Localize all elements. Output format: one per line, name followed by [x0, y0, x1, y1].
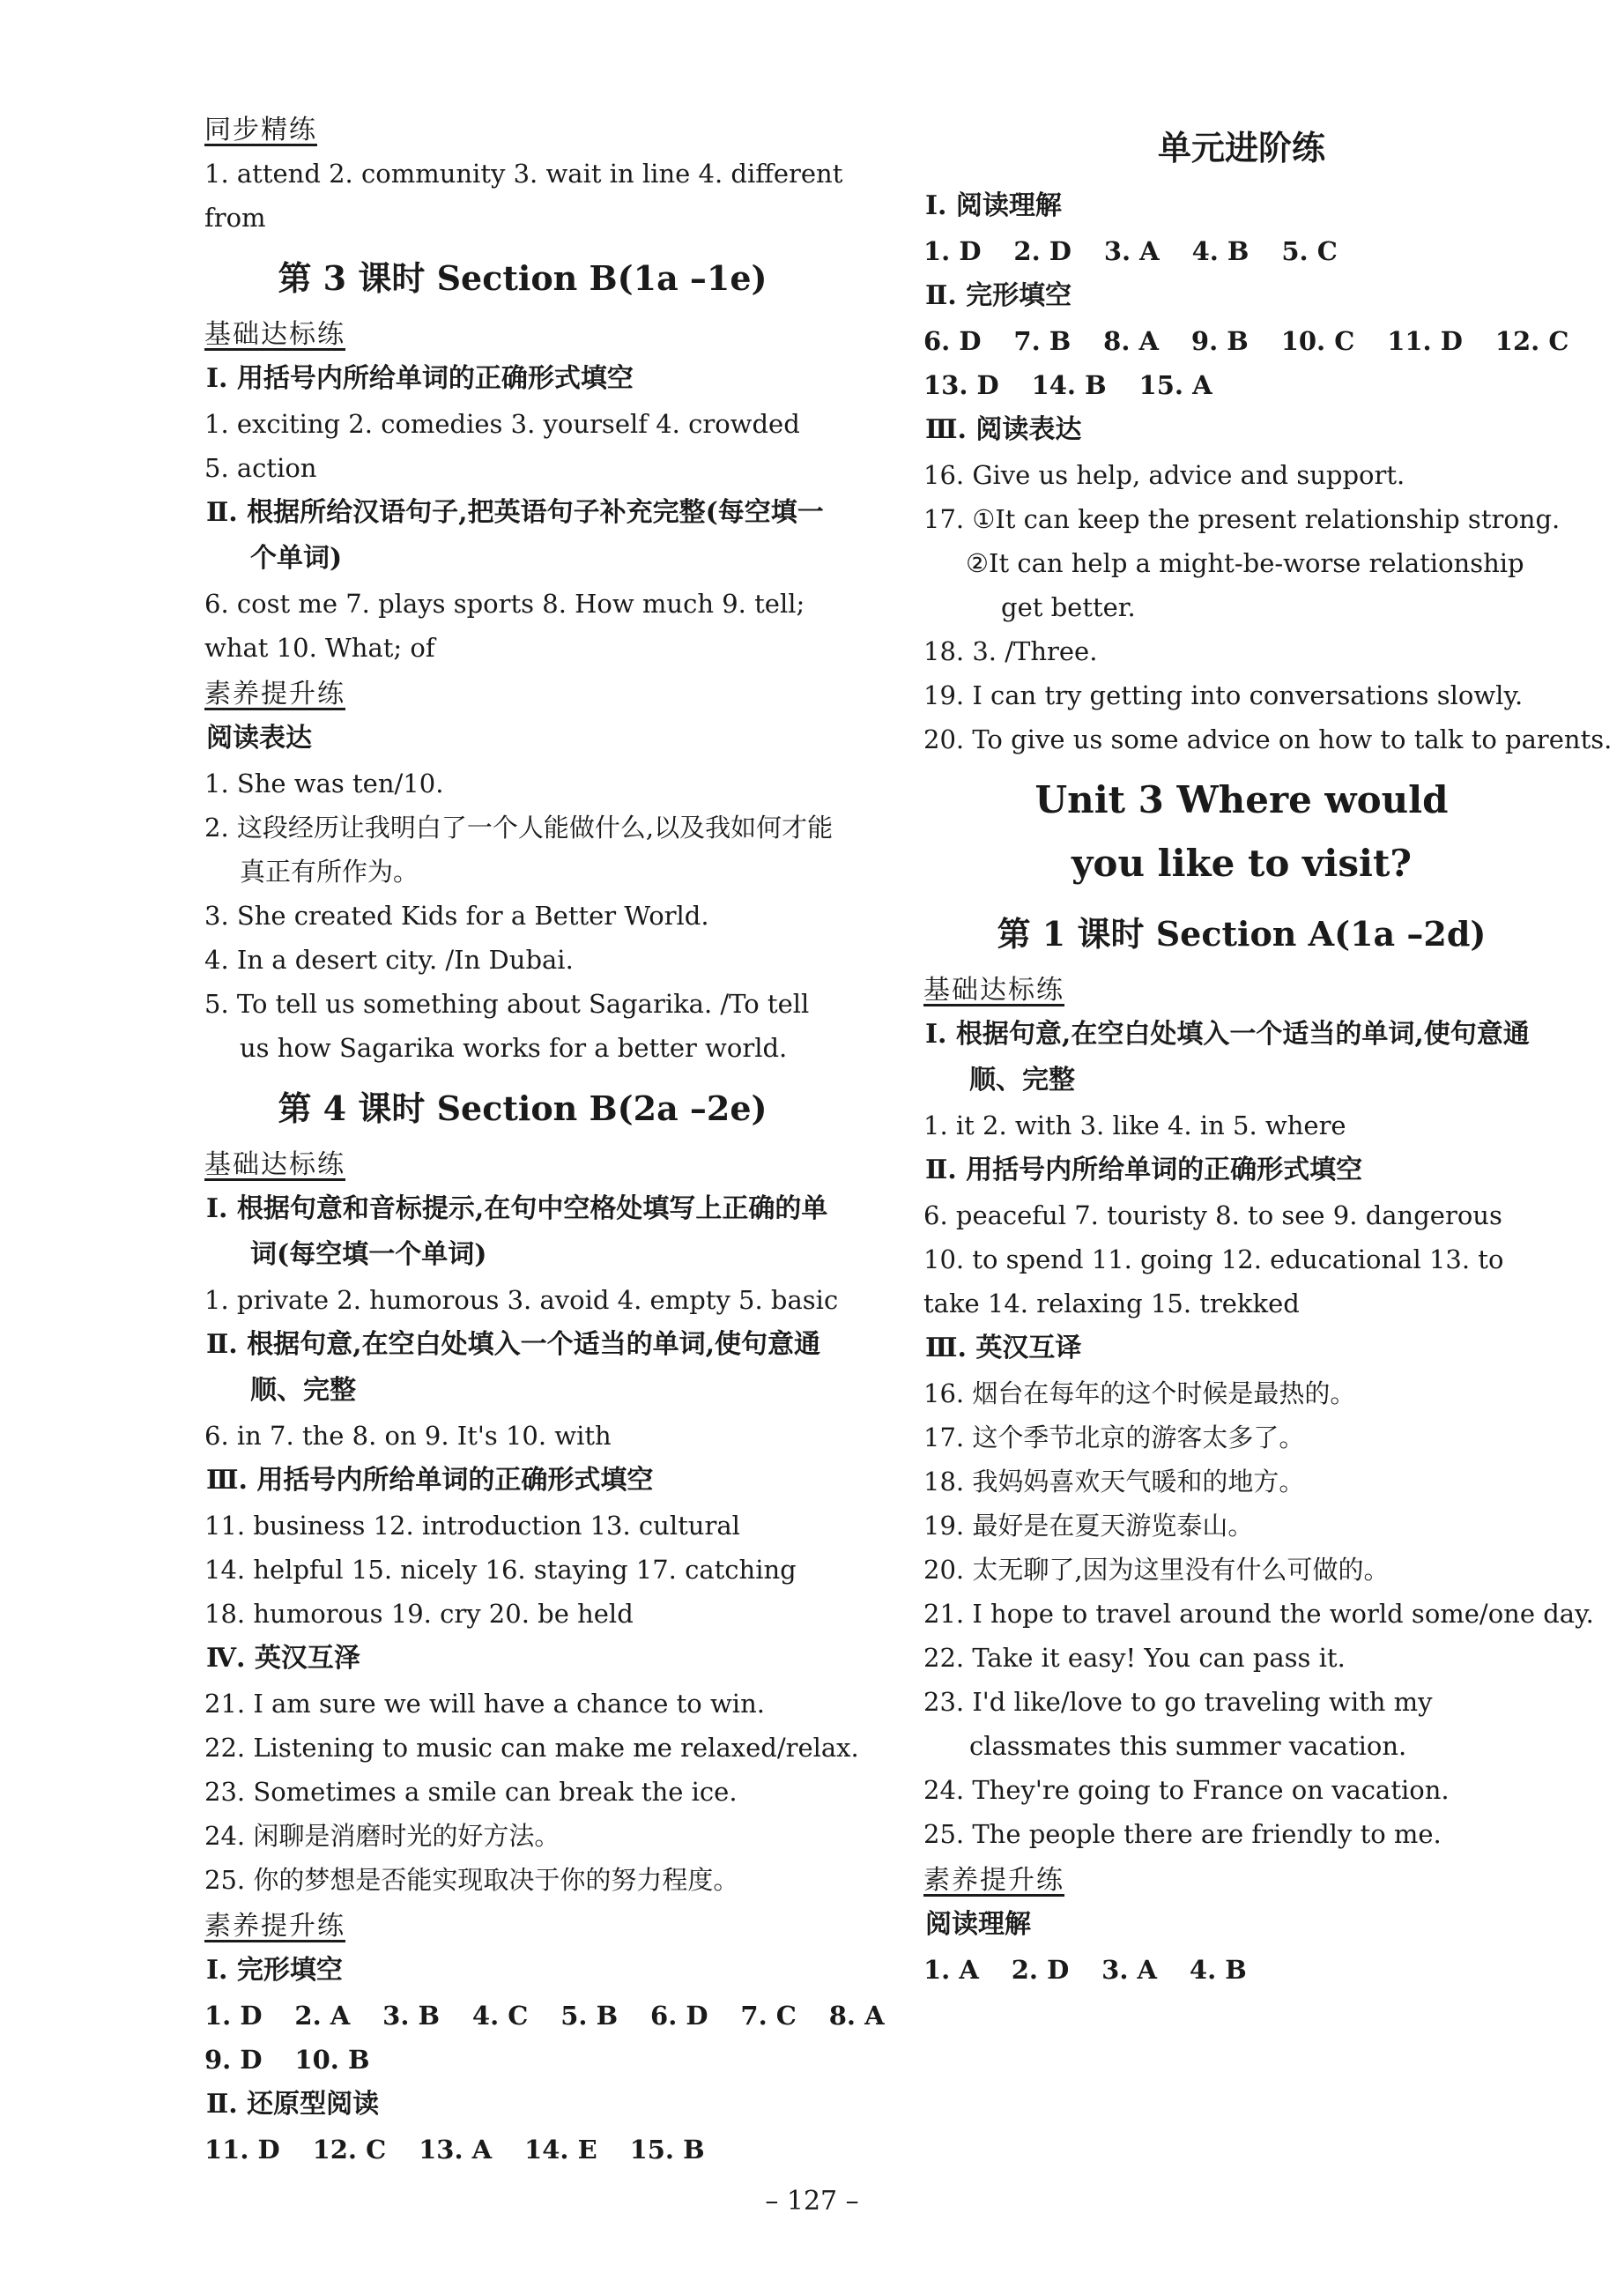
lesson4-translation-21: 21. I am sure we will have a chance to win.	[204, 1689, 765, 1719]
review-answer-17a: 17. ①It can keep the present relationship strong.	[923, 504, 1561, 534]
review-part1-answers	[923, 229, 1560, 273]
unit3-translation-22: 22. Take it easy! You can pass it.	[923, 1643, 1346, 1673]
left-column	[204, 106, 885, 2172]
review-answer-20: 20. To give us some advice on how to talk to parents.	[923, 724, 1613, 754]
lesson3-jichu-label: 基础达标练	[204, 319, 345, 350]
answer: 4. B	[1189, 1955, 1247, 1985]
lesson4-part4-title: Ⅳ. 英汉互泽	[206, 1643, 360, 1674]
answer: 14. B	[1031, 370, 1107, 400]
review-answer-17b: ②It can help a might-be-worse relationship get better.	[966, 548, 1524, 622]
unit3-part2-answers3: take 14. relaxing 15. trekked	[923, 1289, 1300, 1318]
answer: 12. C	[1494, 326, 1569, 356]
unit3-part2-title: Ⅱ. 用括号内所给单词的正确形式填空	[925, 1155, 1363, 1185]
lesson4-suyang-label: 素养提升练	[204, 1911, 345, 1942]
lesson4-restore-answers	[204, 2128, 841, 2172]
lesson3-reading-4: 4. In a desert city. /In Dubai.	[204, 945, 574, 975]
answer: 15. A	[1138, 370, 1212, 400]
answer: 12. C	[312, 2135, 387, 2165]
unit3-suyang-label: 素养提升练	[923, 1865, 1064, 1896]
answer: 3. B	[382, 2001, 441, 2031]
lesson3-part2-answers1: 6. cost me 7. plays sports 8. How much 9. tell;	[204, 589, 805, 619]
unit3-translation-16: 16. 烟台在每年的这个时候是最热的。	[923, 1378, 1356, 1408]
unit3-translation-20: 20. 太无聊了,因为这里没有什么可做的。	[923, 1555, 1390, 1585]
unit3-part2-answers1: 6. peaceful 7. touristy 8. to see 9. dangerous	[923, 1200, 1502, 1230]
lesson4-translation-23: 23. Sometimes a smile can break the ice.	[204, 1777, 738, 1807]
review-part1-title: Ⅰ. 阅读理解	[925, 190, 1062, 221]
answer: 5. C	[1281, 236, 1338, 266]
unit3-part2-answers2: 10. to spend 11. going 12. educational 13. to	[923, 1244, 1504, 1274]
tongbu-label: 同步精练	[204, 115, 317, 145]
answer: 7. C	[740, 2001, 797, 2031]
answer: 3. A	[1101, 1955, 1158, 1985]
review-answer-16: 16. Give us help, advice and support.	[923, 460, 1405, 490]
answer: 9. D	[204, 2045, 263, 2075]
right-column	[923, 122, 1613, 1992]
lesson4-heading: 第 4 课时 Section B(2a –2e)	[278, 1088, 768, 1128]
answer: 1. A	[923, 1955, 979, 1985]
review-answer-18: 18. 3. /Three.	[923, 636, 1098, 666]
answer: 7. B	[1013, 326, 1072, 356]
answer: 2. D	[1011, 1955, 1070, 1985]
lesson3-yuedu-title: 阅读表达	[206, 723, 312, 754]
lesson4-part2-answers: 6. in 7. the 8. on 9. It's 10. with	[204, 1421, 612, 1451]
answer: 8. A	[1103, 326, 1160, 356]
answer: 1. D	[204, 2001, 263, 2031]
answer: 11. D	[204, 2135, 280, 2165]
unit3-yuedu-answers	[923, 1948, 1560, 1992]
tongbu-answers-line1: 1. attend 2. community 3. wait in line 4. different	[204, 159, 843, 189]
answer: 6. D	[923, 326, 982, 356]
answer: 11. D	[1387, 326, 1463, 356]
answer: 14. E	[524, 2135, 597, 2165]
lesson4-part3-answers2: 14. helpful 15. nicely 16. staying 17. catching	[204, 1555, 797, 1585]
lesson3-part2-title: Ⅱ. 根据所给汉语句子,把英语句子补充完整(每空填一个单词)	[206, 497, 824, 574]
answer: 2. D	[1013, 236, 1072, 266]
review-answer-19: 19. I can try getting into conversations slowly.	[923, 680, 1524, 710]
answer: 6. D	[650, 2001, 708, 2031]
lesson4-part3-title: Ⅲ. 用括号内所给单词的正确形式填空	[206, 1465, 654, 1496]
unit3-yuedu-title: 阅读理解	[925, 1909, 1031, 1940]
lesson3-part1-answers1: 1. exciting 2. comedies 3. yourself 4. crowded	[204, 409, 800, 439]
lesson3-suyang-label: 素养提升练	[204, 679, 345, 709]
answer: 15. B	[629, 2135, 705, 2165]
unit-review-title: 单元进阶练	[1157, 128, 1325, 167]
lesson4-part3-answers1: 11. business 12. introduction 13. cultural	[204, 1511, 740, 1541]
lesson3-reading-1: 1. She was ten/10.	[204, 769, 444, 798]
lesson3-reading-3: 3. She created Kids for a Better World.	[204, 901, 709, 931]
answer: 3. A	[1103, 236, 1160, 266]
unit3-jichu-label: 基础达标练	[923, 975, 1064, 1006]
unit3-part1-answers: 1. it 2. with 3. like 4. in 5. where	[923, 1110, 1346, 1140]
unit3-translation-23: 23. I'd like/love to go traveling with my classmates this summer vacation.	[923, 1687, 1433, 1761]
lesson4-cloze-title: Ⅰ. 完形填空	[206, 1955, 343, 1986]
lesson4-part1-answers: 1. private 2. humorous 3. avoid 4. empty 5. basic	[204, 1285, 839, 1315]
lesson4-cloze-answers2	[204, 2038, 841, 2082]
answer: 13. A	[419, 2135, 493, 2165]
unit3-translation-18: 18. 我妈妈喜欢天气暖和的地方。	[923, 1467, 1305, 1497]
unit3-translation-24: 24. They're going to France on vacation.	[923, 1775, 1450, 1805]
answer: 8. A	[828, 2001, 885, 2031]
lesson4-cloze-answers1	[204, 1994, 885, 2038]
page-number: – 127 –	[765, 2186, 859, 2217]
lesson4-translation-24: 24. 闲聊是消磨时光的好方法。	[204, 1821, 560, 1851]
answer: 5. B	[560, 2001, 619, 2031]
lesson4-part3-answers3: 18. humorous 19. cry 20. be held	[204, 1599, 634, 1629]
unit3-translation-21: 21. I hope to travel around the world some/one day.	[923, 1599, 1594, 1629]
lesson4-translation-25: 25. 你的梦想是否能实现取决于你的努力程度。	[204, 1865, 739, 1895]
unit3-part3-title: Ⅲ. 英汉互译	[925, 1333, 1082, 1363]
lesson4-part1-title: Ⅰ. 根据句意和音标提示,在句中空格处填写上正确的单词(每空填一个单词)	[206, 1193, 828, 1270]
answer: 9. B	[1190, 326, 1249, 356]
lesson3-part1-answers2: 5. action	[204, 453, 317, 483]
lesson4-restore-title: Ⅱ. 还原型阅读	[206, 2089, 380, 2120]
answer: 2. A	[294, 2001, 351, 2031]
review-part2-answers2	[923, 363, 1560, 407]
lesson3-heading: 第 3 课时 Section B(1a –1e)	[278, 258, 768, 298]
unit3-translation-19: 19. 最好是在夏天游览泰山。	[923, 1511, 1254, 1541]
tongbu-answers-line2: from	[204, 203, 266, 233]
lesson3-reading-5: 5. To tell us something about Sagarika. /To tell us how Sagarika works for a better world.	[204, 989, 810, 1063]
lesson3-part1-title: Ⅰ. 用括号内所给单词的正确形式填空	[206, 363, 634, 394]
review-part2-title: Ⅱ. 完形填空	[925, 280, 1072, 311]
lesson3-reading-2: 2. 这段经历让我明白了一个人能做什么,以及我如何才能真正有所作为。	[204, 813, 834, 887]
unit3-part1-title: Ⅰ. 根据句意,在空白处填入一个适当的单词,使句意通顺、完整	[925, 1019, 1530, 1096]
lesson4-jichu-label: 基础达标练	[204, 1149, 345, 1180]
review-part2-answers1	[923, 319, 1569, 363]
lesson4-part2-title: Ⅱ. 根据句意,在空白处填入一个适当的单词,使句意通顺、完整	[206, 1329, 821, 1406]
lesson3-part2-answers2: what 10. What; of	[204, 633, 435, 663]
unit3-translation-17: 17. 这个季节北京的游客太多了。	[923, 1422, 1305, 1452]
answer: 4. C	[471, 2001, 529, 2031]
unit3-lesson1-heading: 第 1 课时 Section A(1a –2d)	[997, 914, 1487, 954]
answer: 4. B	[1191, 236, 1250, 266]
answer: 1. D	[923, 236, 982, 266]
answer: 10. B	[294, 2045, 370, 2075]
unit3-translation-25: 25. The people there are friendly to me.	[923, 1819, 1442, 1849]
answer: 13. D	[923, 370, 999, 400]
unit-title-line2: you like to visit?	[1072, 842, 1412, 885]
answer: 10. C	[1280, 326, 1355, 356]
review-part3-title: Ⅲ. 阅读表达	[925, 414, 1082, 445]
unit-title-line1: Unit 3 Where would	[1034, 778, 1449, 821]
lesson4-translation-22: 22. Listening to music can make me relaxed/relax.	[204, 1733, 859, 1763]
